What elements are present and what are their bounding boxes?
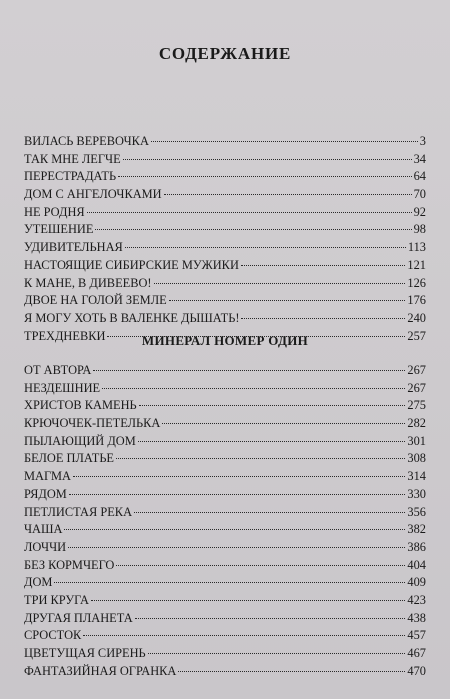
dot-leader bbox=[69, 494, 406, 495]
toc-list-part-2 bbox=[24, 362, 426, 680]
dot-leader bbox=[148, 653, 406, 654]
toc-entry bbox=[24, 504, 426, 522]
toc-entry-page-number: 92 bbox=[413, 204, 426, 219]
toc-entry bbox=[24, 627, 426, 645]
dot-leader bbox=[178, 671, 405, 672]
toc-entry bbox=[24, 610, 426, 628]
toc-entry-title: БЕЛОЕ ПЛАТЬЕ bbox=[24, 451, 115, 466]
toc-entry-title: ФАНТАЗИЙНАЯ ОГРАНКА bbox=[24, 663, 177, 678]
toc-entry-page-number: 126 bbox=[407, 275, 426, 290]
toc-entry-page-number: 308 bbox=[407, 451, 426, 466]
toc-entry-page-number: 470 bbox=[407, 663, 426, 678]
toc-entry bbox=[24, 168, 426, 186]
toc-entry-page-number: 64 bbox=[413, 169, 426, 184]
toc-entry-page-number: 423 bbox=[407, 592, 426, 607]
toc-entry-title: УТЕШЕНИЕ bbox=[24, 222, 94, 237]
toc-entry-title: ПЕТЛИСТАЯ РЕКА bbox=[24, 504, 133, 519]
toc-entry-title: УДИВИТЕЛЬНАЯ bbox=[24, 240, 123, 255]
toc-entry-page-number: 34 bbox=[413, 151, 426, 166]
toc-entry-page-number: 382 bbox=[407, 522, 426, 537]
toc-entry-page-number: 113 bbox=[407, 240, 426, 255]
toc-entry-title: РЯДОМ bbox=[24, 486, 67, 501]
toc-entry-title: ЛОЧЧИ bbox=[24, 539, 67, 554]
toc-entry-title: ХРИСТОВ КАМЕНЬ bbox=[24, 398, 137, 413]
toc-entry-title: ЧАША bbox=[24, 522, 63, 537]
toc-entry-page-number: 275 bbox=[407, 398, 426, 413]
dot-leader bbox=[87, 212, 412, 213]
toc-list-part-1 bbox=[24, 133, 426, 345]
toc-entry bbox=[24, 574, 426, 592]
toc-entry-title: ДОМ С АНГЕЛОЧКАМИ bbox=[24, 187, 162, 202]
toc-entry-page-number: 257 bbox=[407, 328, 426, 343]
toc-entry-page-number: 356 bbox=[407, 504, 426, 519]
toc-entry bbox=[24, 221, 426, 239]
toc-entry-page-number: 314 bbox=[407, 469, 426, 484]
toc-entry bbox=[24, 592, 426, 610]
dot-leader bbox=[93, 370, 405, 371]
section-title: МИНЕРАЛ НОМЕР ОДИН bbox=[141, 333, 309, 348]
dot-leader bbox=[241, 265, 406, 266]
toc-entry bbox=[24, 257, 426, 275]
dot-leader bbox=[154, 283, 406, 284]
toc-entry-title: ПЕРЕСТРАДАТЬ bbox=[24, 169, 117, 184]
toc-entry-title: ВИЛАСЬ ВЕРЕВОЧКА bbox=[24, 134, 149, 148]
toc-entry-page-number: 409 bbox=[407, 575, 426, 590]
toc-entry bbox=[24, 380, 426, 398]
toc-entry-page-number: 121 bbox=[407, 257, 426, 272]
toc-entry-title: СРОСТОК bbox=[24, 628, 82, 643]
toc-entry-page-number: 438 bbox=[407, 610, 426, 625]
toc-entry-page-number: 282 bbox=[407, 416, 426, 431]
toc-entry-title: КРЮЧОЧЕК-ПЕТЕЛЬКА bbox=[24, 416, 161, 431]
toc-entry bbox=[24, 204, 426, 222]
toc-entry-page-number: 457 bbox=[407, 628, 426, 643]
toc-entry-title: ЦВЕТУЩАЯ СИРЕНЬ bbox=[24, 646, 146, 660]
toc-entry-title: ТРЕХДНЕВКИ bbox=[24, 328, 106, 343]
toc-entry bbox=[24, 186, 426, 204]
toc-entry-title: ПЫЛАЮЩИЙ ДОМ bbox=[24, 433, 136, 448]
toc-entry-title: НАСТОЯЩИЕ СИБИРСКИЕ МУЖИКИ bbox=[24, 257, 239, 272]
toc-entry-page-number: 240 bbox=[407, 310, 426, 325]
toc-entry bbox=[24, 151, 426, 169]
dot-leader bbox=[123, 159, 412, 160]
toc-entry bbox=[24, 557, 426, 575]
toc-entry-page-number: 3 bbox=[419, 134, 426, 148]
dot-leader bbox=[91, 600, 406, 601]
toc-entry-page-number: 98 bbox=[413, 222, 426, 237]
dot-leader bbox=[73, 476, 405, 477]
dot-leader bbox=[169, 300, 406, 301]
dot-leader bbox=[118, 176, 412, 177]
toc-entry-title: К МАНЕ, В ДИВЕЕВО! bbox=[24, 275, 152, 290]
dot-leader bbox=[139, 405, 406, 406]
toc-entry-title: ТРИ КРУГА bbox=[24, 592, 89, 607]
toc-entry bbox=[24, 415, 426, 433]
toc-entry bbox=[24, 433, 426, 451]
dot-leader bbox=[95, 229, 411, 230]
dot-leader bbox=[83, 635, 405, 636]
toc-entry-title: НЕ РОДНЯ bbox=[24, 204, 85, 219]
dot-leader bbox=[164, 194, 412, 195]
toc-entry bbox=[24, 468, 426, 486]
dot-leader bbox=[162, 423, 405, 424]
toc-entry-page-number: 70 bbox=[413, 187, 426, 202]
toc-entry bbox=[24, 275, 426, 293]
toc-entry-page-number: 404 bbox=[407, 557, 426, 572]
dot-leader bbox=[241, 318, 405, 319]
toc-entry-title: МАГМА bbox=[24, 469, 71, 484]
dot-leader bbox=[116, 565, 405, 566]
toc-entry bbox=[24, 292, 426, 310]
toc-entry-page-number: 467 bbox=[407, 646, 426, 660]
toc-entry-title: Я МОГУ ХОТЬ В ВАЛЕНКЕ ДЫШАТЬ! bbox=[24, 310, 240, 325]
toc-entry-title: ОТ АВТОРА bbox=[24, 363, 92, 377]
dot-leader bbox=[64, 529, 405, 530]
dot-leader bbox=[54, 582, 405, 583]
toc-entry bbox=[24, 486, 426, 504]
toc-entry bbox=[24, 521, 426, 539]
dot-leader bbox=[116, 458, 405, 459]
dot-leader bbox=[151, 141, 418, 142]
toc-entry-title: ДОМ bbox=[24, 575, 53, 590]
toc-entry bbox=[24, 645, 426, 663]
dot-leader bbox=[68, 547, 405, 548]
toc-entry bbox=[24, 362, 426, 380]
dot-leader bbox=[134, 512, 405, 513]
toc-entry-title: ДВОЕ НА ГОЛОЙ ЗЕМЛЕ bbox=[24, 293, 167, 308]
toc-entry-page-number: 267 bbox=[407, 380, 426, 395]
toc-entry bbox=[24, 450, 426, 468]
toc-entry-page-number: 301 bbox=[407, 433, 426, 448]
toc-entry bbox=[24, 310, 426, 328]
dot-leader bbox=[125, 247, 406, 248]
toc-entry bbox=[24, 663, 426, 681]
toc-entry bbox=[24, 539, 426, 557]
toc-entry-page-number: 176 bbox=[407, 293, 426, 308]
toc-entry-title: БЕЗ КОРМЧЕГО bbox=[24, 557, 115, 572]
toc-entry-title: НЕЗДЕШНИЕ bbox=[24, 380, 101, 395]
toc-entry-page-number: 386 bbox=[407, 539, 426, 554]
toc-entry bbox=[24, 397, 426, 415]
toc-entry bbox=[24, 133, 426, 151]
toc-entry-page-number: 330 bbox=[407, 486, 426, 501]
toc-entry-title: ТАК МНЕ ЛЕГЧЕ bbox=[24, 151, 121, 166]
page-title: СОДЕРЖАНИЕ bbox=[158, 44, 292, 63]
toc-entry-page-number: 267 bbox=[407, 363, 426, 377]
toc-entry-title: ДРУГАЯ ПЛАНЕТА bbox=[24, 610, 133, 625]
toc-entry bbox=[24, 239, 426, 257]
dot-leader bbox=[138, 441, 406, 442]
dot-leader bbox=[102, 388, 405, 389]
dot-leader bbox=[135, 618, 406, 619]
